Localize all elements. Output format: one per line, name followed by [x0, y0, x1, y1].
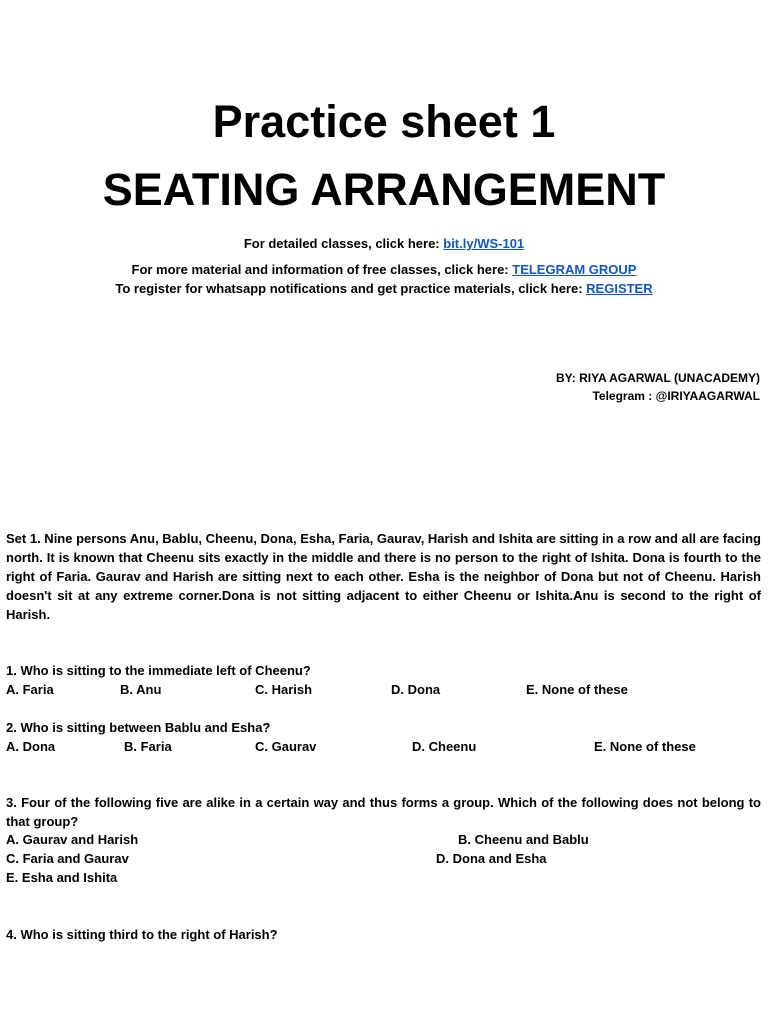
option: A. Dona: [6, 739, 56, 754]
option: C. Faria and Gaurav: [6, 851, 129, 866]
option: A. Faria: [6, 682, 54, 697]
register-line: [0, 280, 768, 298]
material-prefix: For more material and information of free classes, click here:: [131, 262, 513, 277]
option: E. None of these: [526, 682, 628, 697]
option: E. None of these: [594, 739, 696, 754]
page-title: Practice sheet 1: [212, 96, 556, 147]
question-3-options-row2: [6, 849, 761, 868]
option: C. Gaurav: [255, 739, 317, 754]
classes-line: [0, 235, 768, 253]
question-3: 3. Four of the following five are alike in a certain way and thus forms a group. Which of the following does not belong to that group?: [6, 795, 761, 829]
option: D. Dona: [391, 682, 441, 697]
material-line: [0, 261, 768, 279]
option: B. Anu: [120, 682, 162, 697]
option: C. Harish: [255, 682, 313, 697]
question-1: 1. Who is sitting to the immediate left of Cheenu?: [6, 663, 311, 678]
option: B. Cheenu and Bablu: [458, 832, 589, 847]
question-2-options: [6, 737, 761, 756]
classes-link[interactable]: bit.ly/WS-101: [443, 236, 525, 251]
register-prefix: To register for whatsapp notifications and get practice materials, click here:: [115, 281, 587, 296]
option: E. Esha and Ishita: [6, 870, 118, 885]
question-3-options-row1: [6, 830, 761, 849]
question-4: 4. Who is sitting third to the right of Harish?: [6, 927, 278, 942]
page-subtitle: SEATING ARRANGEMENT: [102, 164, 666, 215]
author-telegram: Telegram : @IRIYAAGARWAL: [592, 389, 760, 403]
set1-paragraph: Set 1. Nine persons Anu, Bablu, Cheenu, Dona, Esha, Faria, Gaurav, Harish and Ishita are sitting in a row and all are facing north. It is known that Cheenu sits exactly in the middle and there is no person to the right of Ishita. Dona is fourth to the right of Faria. Gaurav and Harish are sitting next to each other. Esha is the neighbor of Dona but not of Cheenu. Harish doesn't sit at any extreme corner.Dona is not sitting adjacent to either Cheenu or Ishita.Anu is second to the right of Harish.: [6, 531, 761, 622]
register-link[interactable]: REGISTER: [586, 281, 653, 296]
classes-prefix: For detailed classes, click here:: [243, 236, 444, 251]
option: D. Dona and Esha: [436, 851, 547, 866]
option: A. Gaurav and Harish: [6, 832, 139, 847]
question-2: 2. Who is sitting between Bablu and Esha?: [6, 720, 271, 735]
option: D. Cheenu: [412, 739, 477, 754]
author-name: BY: RIYA AGARWAL (UNACADEMY): [555, 371, 760, 385]
question-3-options-row3: [6, 868, 761, 887]
option: B. Faria: [124, 739, 172, 754]
question-1-options: [6, 680, 761, 699]
telegram-group-link[interactable]: TELEGRAM GROUP: [512, 262, 637, 277]
